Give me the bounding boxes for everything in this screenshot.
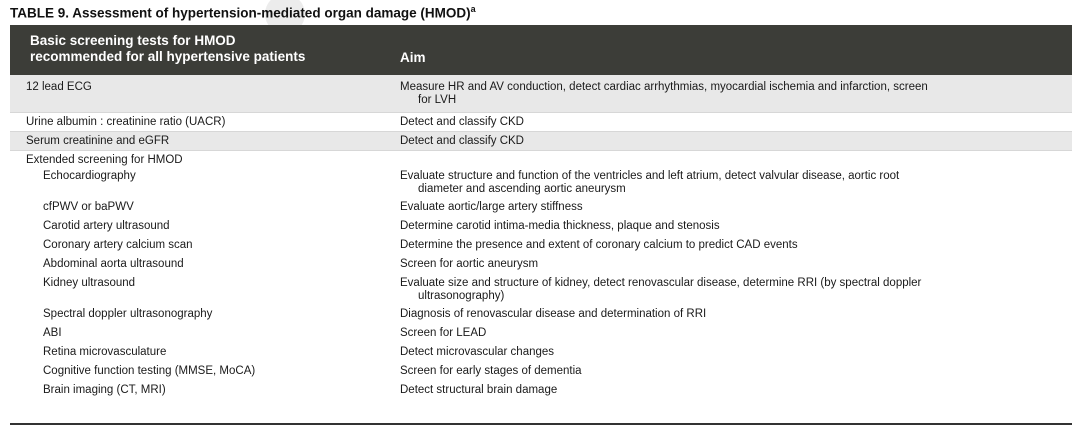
- table-header: [10, 25, 1072, 75]
- table-row: 12 lead ECG Measure HR and AV conduction, detect cardiac arrhythmias, myocardial ischemia and infarction, screen for LVH: [10, 75, 1072, 113]
- header-aim: Aim: [400, 50, 426, 65]
- table-row: Cognitive function testing (MMSE, MoCA) Screen for early stages of dementia: [43, 365, 582, 377]
- table-row: Spectral doppler ultrasonography Diagnosis of renovascular disease and determination of RRI: [43, 308, 707, 320]
- table-row: ABI Screen for LEAD: [43, 327, 487, 339]
- table-row: Extended screening for HMOD: [26, 154, 183, 166]
- table-row: Abdominal aorta ultrasound Screen for aortic aneurysm: [43, 258, 539, 270]
- table-row: Serum creatinine and eGFR Detect and classify CKD: [10, 132, 1072, 151]
- table-row: Kidney ultrasound Evaluate size and structure of kidney, detect renovascular disease, determine RRI (by spectral doppler ultrasonography): [43, 277, 922, 302]
- table-row: Echocardiography Evaluate structure and function of the ventricles and left atrium, detect valvular disease, aortic root diameter and ascending aortic aneurysm: [43, 170, 900, 195]
- table-row: Brain imaging (CT, MRI) Detect structural brain damage: [43, 384, 558, 396]
- table-row: Retina microvasculature Detect microvascular changes: [43, 346, 555, 358]
- hmod-table: [10, 25, 1072, 400]
- table-row: cfPWV or baPWV Evaluate aortic/large artery stiffness: [43, 201, 583, 213]
- table-row: Urine albumin : creatinine ratio (UACR) Detect and classify CKD: [10, 113, 1072, 132]
- header-tests: Basic screening tests for HMOD recommended for all hypertensive patients: [30, 33, 306, 64]
- table-row: Coronary artery calcium scan Determine the presence and extent of coronary calcium to predict CAD events: [43, 239, 798, 251]
- table-row: Carotid artery ultrasound Determine carotid intima-media thickness, plaque and stenosis: [43, 220, 720, 232]
- table-bottom-rule: [10, 423, 1072, 425]
- table-title: TABLE 9. Assessment of hypertension-mediated organ damage (HMOD)$^a$: [10, 4, 476, 21]
